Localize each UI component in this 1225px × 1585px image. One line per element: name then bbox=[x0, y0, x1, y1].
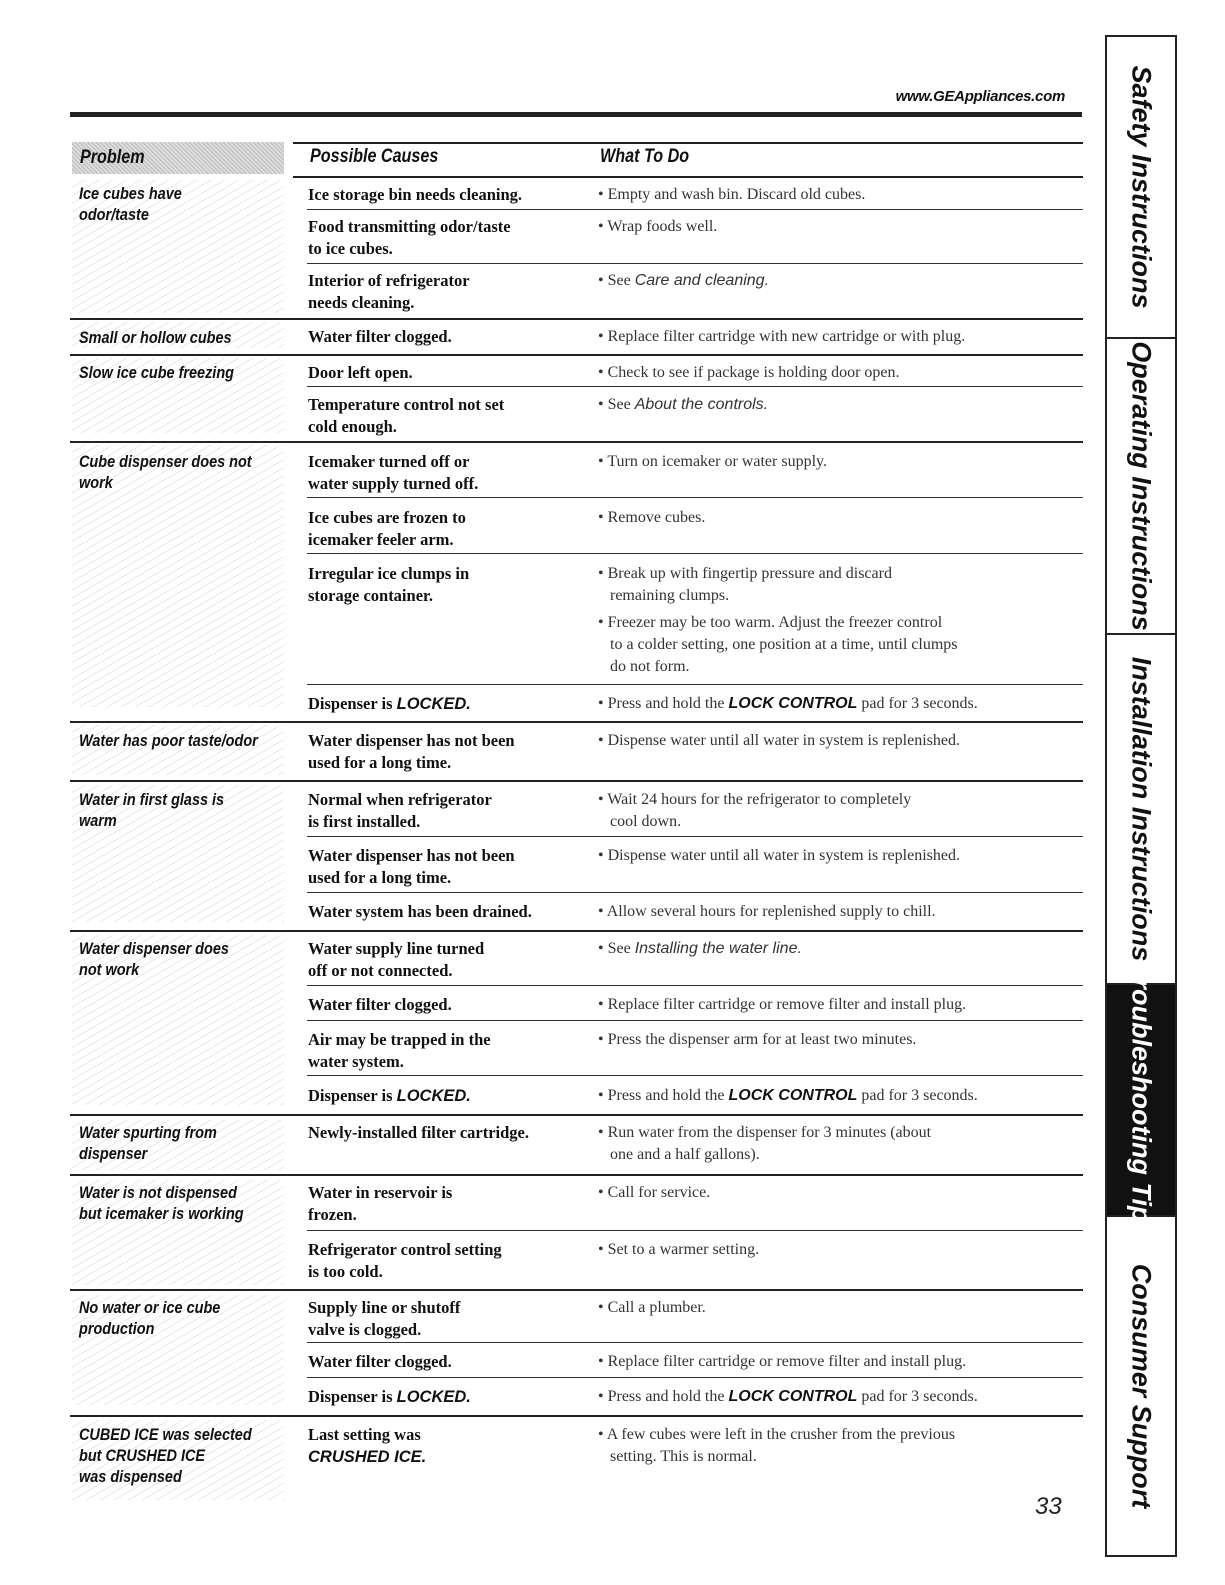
cause-text: Newly-installed filter cartridge. bbox=[308, 1123, 530, 1142]
todo-text: • See Care and cleaning. bbox=[598, 272, 770, 289]
problem-label: Water is not dispensed but icemaker is working bbox=[79, 1183, 244, 1223]
cause-text: Dispenser is LOCKED. bbox=[308, 694, 471, 713]
todo-text: • Break up with fingertip pressure and discard remaining clumps. bbox=[598, 565, 892, 604]
cause-text: Water dispenser has not been used for a long time. bbox=[308, 731, 515, 772]
cause-text: Refrigerator control setting is too cold. bbox=[308, 1240, 502, 1281]
cause-text: Water in reservoir is frozen. bbox=[308, 1183, 453, 1224]
todo-text: • Call for service. bbox=[598, 1184, 711, 1201]
cause-text: Irregular ice clumps in storage container. bbox=[308, 564, 470, 605]
todo-text: • Press and hold the LOCK CONTROL pad for 3 seconds. bbox=[598, 695, 978, 712]
row-rule bbox=[307, 553, 1083, 554]
tab-installation-instructions[interactable]: Installation Instructions bbox=[1107, 635, 1175, 985]
section-rule bbox=[70, 1114, 1083, 1116]
cause-text: Normal when refrigerator is first installed. bbox=[308, 790, 492, 831]
section-rule bbox=[70, 780, 1083, 782]
section-rule bbox=[70, 441, 1083, 443]
problem-label: No water or ice cube production bbox=[79, 1298, 221, 1338]
cause-text: Air may be trapped in the water system. bbox=[308, 1030, 491, 1071]
todo-text: • See Installing the water line. bbox=[598, 940, 802, 957]
section-rule bbox=[70, 1174, 1083, 1176]
cause-text: Temperature control not set cold enough. bbox=[308, 395, 505, 436]
tab-operating-instructions[interactable]: Operating Instructions bbox=[1107, 339, 1175, 635]
todo-text: • Press the dispenser arm for at least two minutes. bbox=[598, 1031, 917, 1048]
problem-label: CUBED ICE was selected but CRUSHED ICE was dispensed bbox=[79, 1425, 252, 1486]
top-rule bbox=[70, 112, 1082, 117]
todo-text: • Freezer may be too warm. Adjust the freezer control to a colder setting, one position at a time, until clumps do not form. bbox=[598, 614, 958, 675]
row-rule bbox=[307, 386, 1083, 387]
row-rule bbox=[307, 263, 1083, 264]
cause-text: Water filter clogged. bbox=[308, 995, 452, 1014]
problem-label: Water dispenser does not work bbox=[79, 939, 229, 979]
row-rule bbox=[307, 892, 1083, 893]
cause-text: Water filter clogged. bbox=[308, 1352, 452, 1371]
problem-label: Small or hollow cubes bbox=[79, 328, 232, 347]
header-possible-causes: Possible Causes bbox=[310, 146, 439, 167]
header-bottom-rule bbox=[293, 176, 1083, 178]
cause-text: Ice storage bin needs cleaning. bbox=[308, 185, 523, 204]
todo-text: • Press and hold the LOCK CONTROL pad for 3 seconds. bbox=[598, 1388, 978, 1405]
section-tabs bbox=[1105, 35, 1177, 1557]
todo-text: • Replace filter cartridge or remove filter and install plug. bbox=[598, 1353, 967, 1370]
cause-text: Ice cubes are frozen to icemaker feeler arm. bbox=[308, 508, 466, 549]
problem-label: Water in first glass is warm bbox=[79, 790, 225, 830]
cause-text: Last setting was CRUSHED ICE. bbox=[308, 1425, 427, 1466]
cause-text: Food transmitting odor/taste to ice cubes. bbox=[308, 217, 511, 258]
row-rule bbox=[307, 836, 1083, 837]
cause-text: Water supply line turned off or not connected. bbox=[308, 939, 485, 980]
row-rule bbox=[307, 985, 1083, 986]
cause-text: Water filter clogged. bbox=[308, 327, 452, 346]
row-rule bbox=[307, 497, 1083, 498]
todo-text: • Check to see if package is holding door open. bbox=[598, 364, 900, 381]
section-rule bbox=[70, 1289, 1083, 1291]
cause-text: Door left open. bbox=[308, 363, 413, 382]
page-number: 33 bbox=[1035, 1493, 1062, 1520]
todo-text: • A few cubes were left in the crusher from the previous setting. This is normal. bbox=[598, 1426, 956, 1465]
row-rule bbox=[307, 1377, 1083, 1378]
todo-text: • Turn on icemaker or water supply. bbox=[598, 453, 827, 470]
todo-text: • See About the controls. bbox=[598, 396, 769, 413]
section-rule bbox=[70, 930, 1083, 932]
todo-text: • Run water from the dispenser for 3 minutes (about one and a half gallons). bbox=[598, 1124, 932, 1163]
todo-text: • Call a plumber. bbox=[598, 1299, 706, 1316]
todo-text: • Dispense water until all water in system is replenished. bbox=[598, 847, 960, 864]
row-rule bbox=[307, 1342, 1083, 1343]
cause-text: Water system has been drained. bbox=[308, 902, 532, 921]
row-rule bbox=[307, 1075, 1083, 1076]
tab-consumer-support[interactable]: Consumer Support bbox=[1126, 1263, 1157, 1509]
todo-text: • Wrap foods well. bbox=[598, 218, 718, 235]
problem-label: Cube dispenser does not work bbox=[79, 452, 252, 492]
todo-text: • Replace filter cartridge or remove filter and install plug. bbox=[598, 996, 967, 1013]
cause-text: Supply line or shutoff valve is clogged. bbox=[308, 1298, 461, 1339]
todo-text: • Wait 24 hours for the refrigerator to completely cool down. bbox=[598, 791, 912, 830]
problem-label: Water has poor taste/odor bbox=[79, 731, 258, 750]
cause-text: Dispenser is LOCKED. bbox=[308, 1387, 471, 1406]
row-rule bbox=[307, 1230, 1083, 1231]
cause-text: Dispenser is LOCKED. bbox=[308, 1086, 471, 1105]
todo-text: • Set to a warmer setting. bbox=[598, 1241, 760, 1258]
todo-text: • Remove cubes. bbox=[598, 509, 706, 526]
todo-text: • Replace filter cartridge with new cartridge or with plug. bbox=[598, 328, 966, 345]
section-rule bbox=[70, 318, 1083, 320]
section-rule bbox=[70, 354, 1083, 356]
todo-text: • Allow several hours for replenished supply to chill. bbox=[598, 903, 936, 920]
row-rule bbox=[307, 1020, 1083, 1021]
todo-text: • Press and hold the LOCK CONTROL pad for 3 seconds. bbox=[598, 1087, 978, 1104]
header-problem: Problem bbox=[72, 142, 284, 174]
problem-label: Water spurting from dispenser bbox=[79, 1123, 217, 1163]
row-rule bbox=[307, 684, 1083, 685]
cause-text: Water dispenser has not been used for a long time. bbox=[308, 846, 515, 887]
header-top-rule bbox=[293, 142, 1083, 144]
todo-text: • Empty and wash bin. Discard old cubes. bbox=[598, 186, 866, 203]
cause-text: Icemaker turned off or water supply turned off. bbox=[308, 452, 479, 493]
section-rule bbox=[70, 721, 1083, 723]
website-url: www.GEAppliances.com bbox=[895, 88, 1065, 105]
header-what-to-do: What To Do bbox=[600, 146, 690, 167]
tab-safety-instructions[interactable]: Safety Instructions bbox=[1107, 37, 1175, 339]
cause-text: Interior of refrigerator needs cleaning. bbox=[308, 271, 470, 312]
problem-label: Slow ice cube freezing bbox=[79, 363, 234, 382]
todo-text: • Dispense water until all water in system is replenished. bbox=[598, 732, 960, 749]
problem-label: Ice cubes have odor/taste bbox=[79, 184, 182, 224]
tab-troubleshooting-tips[interactable]: Troubleshooting Tips bbox=[1107, 985, 1175, 1217]
row-rule bbox=[307, 209, 1083, 210]
section-rule bbox=[70, 1415, 1083, 1417]
